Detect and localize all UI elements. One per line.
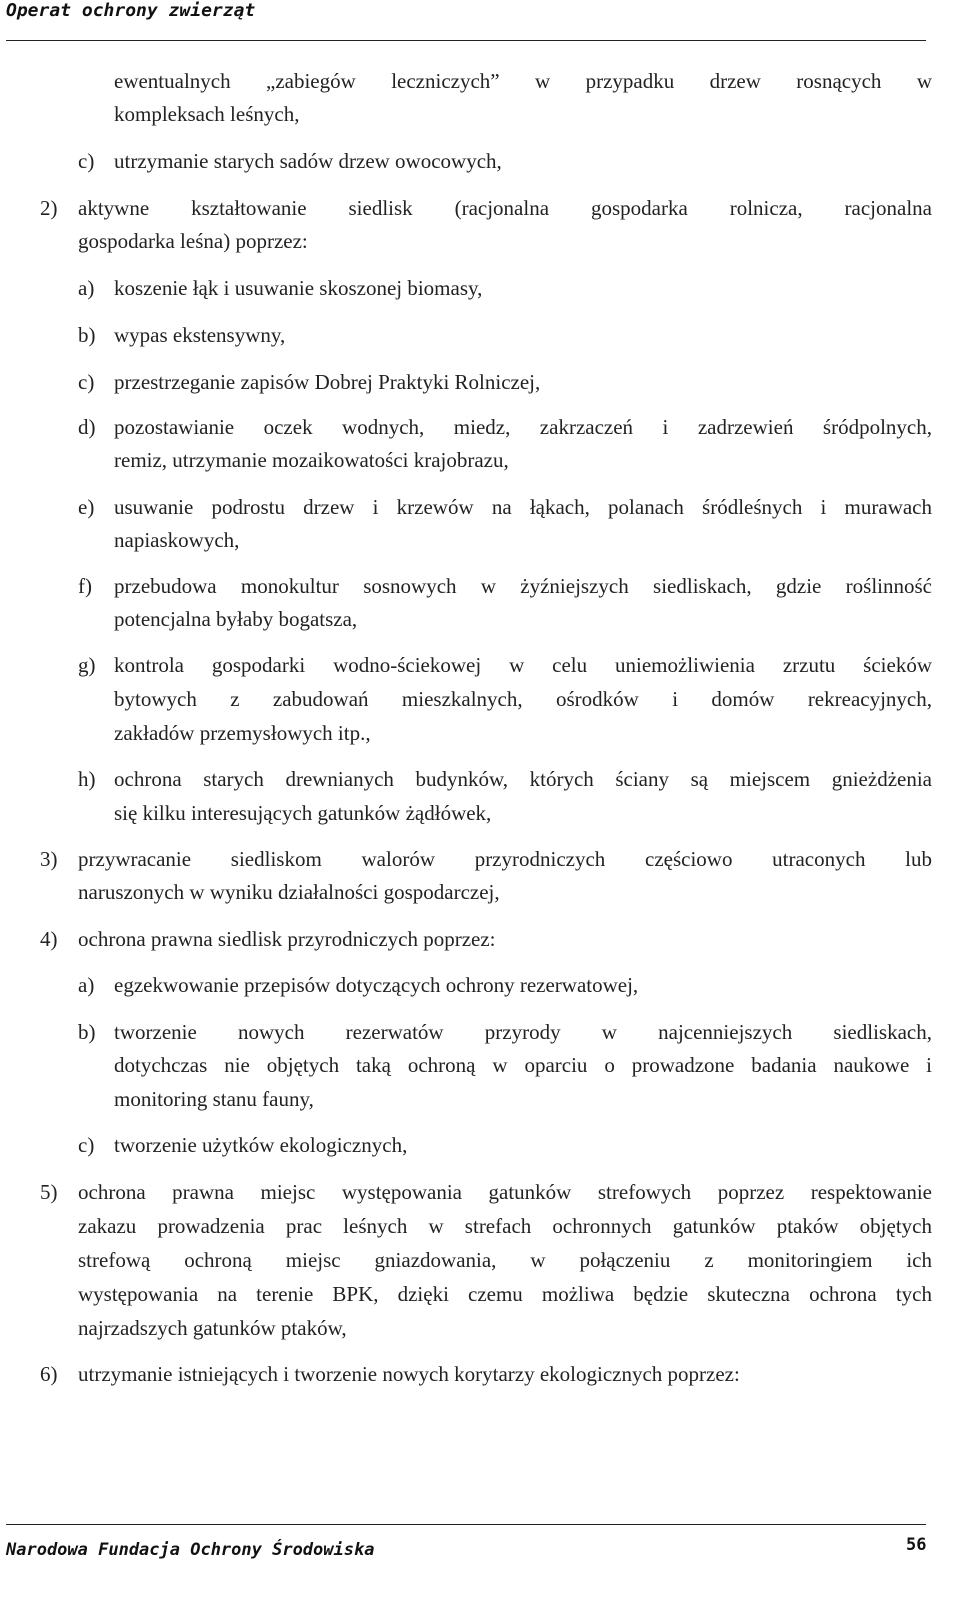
footer-divider [6, 1524, 926, 1525]
body-line: strefową ochroną miejsc gniazdowania, w połączeniu z monitoringiem ich [78, 1248, 932, 1272]
list-marker: f) [78, 574, 92, 598]
body-line: pozostawianie oczek wodnych, miedz, zakrzaczeń i zadrzewień śródpolnych, [114, 415, 932, 439]
body-line: naruszonych w wyniku działalności gospodarczej, [78, 880, 500, 904]
body-line: gospodarka leśna) poprzez: [78, 229, 308, 253]
list-marker: a) [78, 973, 95, 997]
body-line: dotychczas nie objętych taką ochroną w oparciu o prowadzone badania naukowe i [114, 1053, 932, 1077]
body-line: koszenie łąk i usuwanie skoszonej biomasy, [114, 276, 483, 300]
footer-organization: Narodowa Fundacja Ochrony Środowiska [6, 1540, 375, 1560]
list-marker: a) [78, 276, 95, 300]
list-marker: e) [78, 495, 95, 519]
list-marker: c) [78, 149, 95, 173]
body-line: remiz, utrzymanie mozaikowatości krajobrazu, [114, 448, 509, 472]
body-line: ochrona starych drewnianych budynków, których ściany są miejscem gnieżdżenia [114, 767, 932, 791]
list-marker: b) [78, 323, 96, 347]
body-line: zakazu prowadzenia prac leśnych w strefach ochronnych gatunków ptaków objętych [78, 1214, 932, 1238]
list-marker: 6) [40, 1362, 58, 1386]
list-marker: 5) [40, 1180, 58, 1204]
list-marker: d) [78, 415, 96, 439]
body-line: przywracanie siedliskom walorów przyrodniczych częściowo utraconych lub [78, 847, 932, 871]
body-line: ochrona prawna miejsc występowania gatunków strefowych poprzez respektowanie [78, 1180, 932, 1204]
list-marker: c) [78, 370, 95, 394]
body-line: się kilku interesujących gatunków żądłówek, [114, 801, 492, 825]
body-line: tworzenie nowych rezerwatów przyrody w najcenniejszych siedliskach, [114, 1020, 932, 1044]
body-line: utrzymanie istniejących i tworzenie nowych korytarzy ekologicznych poprzez: [78, 1362, 740, 1386]
body-line: monitoring stanu fauny, [114, 1087, 314, 1111]
body-line: przestrzeganie zapisów Dobrej Praktyki Rolniczej, [114, 370, 541, 394]
body-line: potencjalna byłaby bogatsza, [114, 607, 358, 631]
body-line: tworzenie użytków ekologicznych, [114, 1133, 408, 1157]
body-line: usuwanie podrostu drzew i krzewów na łąkach, polanach śródleśnych i murawach [114, 495, 932, 519]
page-header-title: Operat ochrony zwierząt [6, 0, 256, 21]
list-marker: b) [78, 1020, 96, 1044]
body-line: najrzadszych gatunków ptaków, [78, 1316, 347, 1340]
page-number: 56 [906, 1535, 927, 1555]
body-line: bytowych z zabudowań mieszkalnych, ośrodków i domów rekreacyjnych, [114, 687, 932, 711]
list-marker: h) [78, 767, 96, 791]
body-line: utrzymanie starych sadów drzew owocowych, [114, 149, 502, 173]
body-line: aktywne kształtowanie siedlisk (racjonalna gospodarka rolnicza, racjonalna [78, 196, 932, 220]
body-line: wypas ekstensywny, [114, 323, 286, 347]
list-marker: g) [78, 653, 96, 677]
body-line: występowania na terenie BPK, dzięki czemu możliwa będzie skuteczna ochrona tych [78, 1282, 932, 1306]
list-marker: c) [78, 1133, 95, 1157]
list-marker: 4) [40, 927, 58, 951]
header-divider [6, 40, 926, 41]
body-line: egzekwowanie przepisów dotyczących ochrony rezerwatowej, [114, 973, 639, 997]
list-marker: 2) [40, 196, 58, 220]
body-line: kompleksach leśnych, [114, 102, 300, 126]
body-line: ochrona prawna siedlisk przyrodniczych poprzez: [78, 927, 496, 951]
body-line: kontrola gospodarki wodno-ściekowej w celu uniemożliwienia zrzutu ścieków [114, 653, 932, 677]
body-line: przebudowa monokultur sosnowych w żyźniejszych siedliskach, gdzie roślinność [114, 574, 932, 598]
body-line: napiaskowych, [114, 528, 240, 552]
body-line: ewentualnych „zabiegów leczniczych” w przypadku drzew rosnących w [114, 69, 932, 93]
body-line: zakładów przemysłowych itp., [114, 721, 371, 745]
list-marker: 3) [40, 847, 58, 871]
